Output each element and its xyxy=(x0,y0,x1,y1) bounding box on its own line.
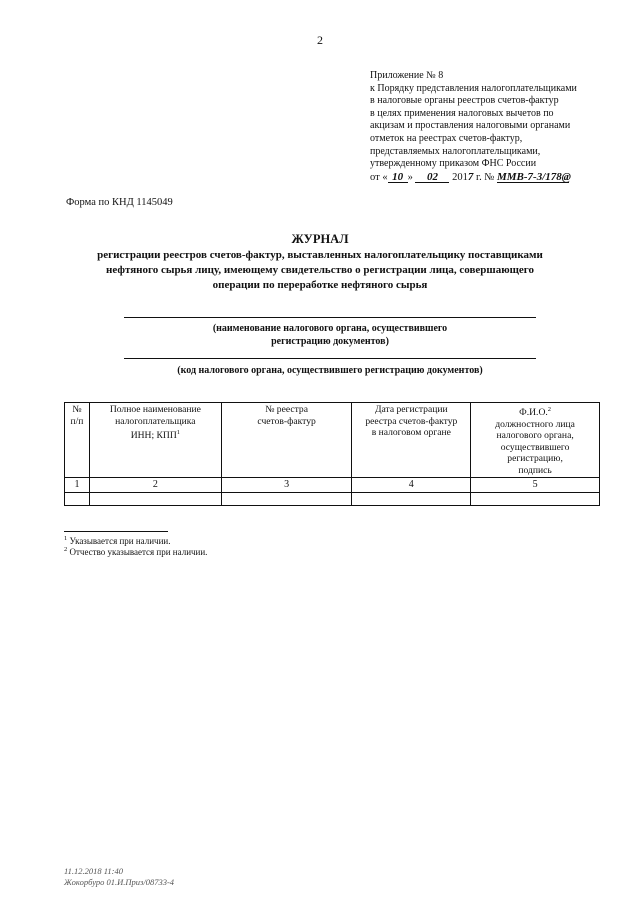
header-text: регистрацию, xyxy=(507,453,563,465)
header-text: налогового органа, xyxy=(496,430,574,442)
footnote-mark: 2 xyxy=(64,546,68,553)
tax-authority-code-line xyxy=(124,358,536,359)
handwritten-month: 02 xyxy=(415,172,449,183)
page-number: 2 xyxy=(317,33,323,47)
year-suffix: г. № xyxy=(473,171,495,183)
header-text xyxy=(93,427,218,442)
column-number: 2 xyxy=(89,478,221,493)
appendix-line: в налоговые органы реестров счетов-фактур xyxy=(370,95,559,107)
header-text: Ф.И.О. xyxy=(519,407,548,419)
header-text: реестра счетов-фактур xyxy=(365,415,458,427)
footnote-text: Указывается при наличии. xyxy=(67,536,171,546)
empty-data-row xyxy=(65,492,600,505)
date-mid: » xyxy=(407,171,413,183)
handwritten-day: 10 xyxy=(388,172,408,183)
date-prefix: от « xyxy=(370,171,388,183)
footnote xyxy=(64,535,170,546)
subtitle-line: регистрации реестров счетов-фактур, выставленных налогоплательщику поставщиками xyxy=(97,249,543,261)
stamp-line: Жокорбуро 01.И.Приз/08733-4 xyxy=(64,876,175,887)
table-header-row xyxy=(65,403,600,478)
column-number: 3 xyxy=(221,478,352,493)
subtitle-line: операции по переработке нефтяного сырья xyxy=(212,279,428,291)
document-title: ЖУРНАЛ xyxy=(291,232,349,246)
footnote-mark: 1 xyxy=(64,535,68,542)
footnote-text: Отчество указывается при наличии. xyxy=(67,547,208,557)
appendix-line: представляемых налогоплательщиками, xyxy=(370,145,541,157)
empty-cell xyxy=(352,492,471,505)
header-text: Дата регистрации xyxy=(374,404,448,415)
form-code: Форма по КНД 1145049 xyxy=(66,197,173,208)
footnote-mark: 1 xyxy=(176,429,181,436)
header-text: налогоплательщика xyxy=(115,415,196,427)
appendix-line: утвержденному приказом ФНС России xyxy=(370,158,537,170)
header-text: подпись xyxy=(518,464,552,476)
header-text: п/п xyxy=(70,415,84,427)
handwritten-year-digit: 7 xyxy=(467,170,474,183)
caption-line: (наименование налогового органа, осуществившего xyxy=(212,323,448,334)
header-text: в налоговом органе xyxy=(371,427,451,438)
header-register-number xyxy=(221,403,352,478)
header-official xyxy=(471,403,600,478)
column-number: 4 xyxy=(352,478,471,493)
header-taxpayer xyxy=(89,403,221,478)
header-text: счетов-фактур xyxy=(257,415,316,427)
document-subtitle xyxy=(80,248,560,293)
footnote-mark: 2 xyxy=(547,406,552,413)
appendix-line: отметок на реестрах счетов-фактур, xyxy=(370,132,523,144)
order-date-line xyxy=(370,171,610,185)
handwritten-order-number: ММВ-7-3/178@ xyxy=(496,170,571,183)
stamp-line: 11.12.2018 11:40 xyxy=(64,866,123,876)
footnote-divider xyxy=(64,531,168,532)
footnote xyxy=(64,546,207,557)
caption-line: регистрацию документов) xyxy=(271,336,389,347)
appendix-header xyxy=(370,70,610,184)
tax-authority-name-caption xyxy=(124,322,536,348)
appendix-line: Приложение № 8 xyxy=(370,70,444,81)
subtitle-line: нефтяного сырья лицу, имеющему свидетельство о регистрации лица, совершающего xyxy=(105,264,534,276)
header-text: ИНН; КПП xyxy=(130,430,177,442)
header-text: осуществившего xyxy=(500,441,570,453)
column-number: 1 xyxy=(65,478,90,493)
tax-authority-name-line xyxy=(124,317,536,318)
empty-cell xyxy=(471,492,600,505)
header-text: Полное наименование xyxy=(109,404,201,415)
column-number: 5 xyxy=(471,478,600,493)
header-registration-date xyxy=(352,403,471,478)
empty-cell xyxy=(65,492,90,505)
tax-authority-code-caption: (код налогового органа, осуществившего регистрацию документов) xyxy=(177,365,483,376)
header-text: № xyxy=(72,404,82,415)
appendix-line: в целях применения налоговых вычетов по xyxy=(370,107,554,119)
empty-cell xyxy=(89,492,221,505)
header-row-number xyxy=(65,403,90,478)
column-number-row xyxy=(65,478,600,493)
year-prefix: 201 xyxy=(452,171,468,183)
header-text xyxy=(474,404,596,419)
appendix-line: к Порядку представления налогоплательщиками xyxy=(370,82,577,94)
header-text: № реестра xyxy=(265,404,308,415)
header-text: должностного лица xyxy=(495,418,575,430)
appendix-line: акцизам и проставления налоговыми органами xyxy=(370,120,571,132)
empty-cell xyxy=(221,492,352,505)
print-stamp xyxy=(64,866,174,887)
journal-table xyxy=(64,402,600,506)
